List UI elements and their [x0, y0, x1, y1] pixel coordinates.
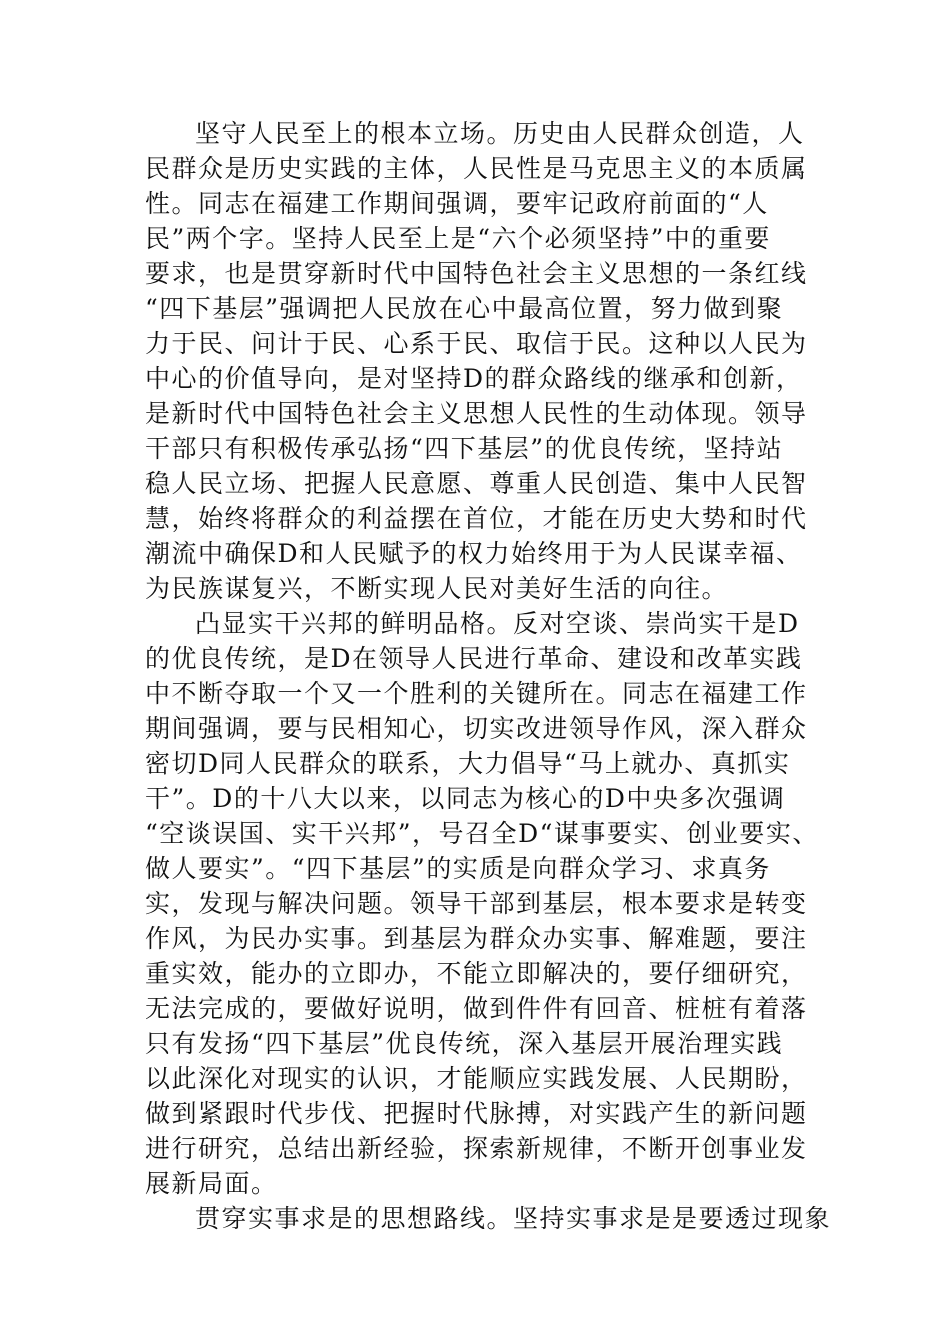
- paragraph-line: 只有发扬“四下基层”优良传统，深入基层开展治理实践: [145, 1029, 784, 1058]
- paragraph-line: 以此深化对现实的认识，才能顺应实践发展、人民期盼，: [145, 1064, 808, 1093]
- paragraph-line: 民群众是历史实践的主体，人民性是马克思主义的本质属: [145, 154, 808, 183]
- paragraph-line: 期间强调，要与民相知心，切实改进领导作风，深入群众: [145, 714, 808, 743]
- paragraph-line: 的优良传统，是D在领导人民进行革命、建设和改革实践: [145, 644, 803, 673]
- paragraph-line: 慧，始终将群众的利益摆在首位，才能在历史大势和时代: [145, 504, 808, 533]
- paragraph-line: 重实效，能办的立即办，不能立即解决的，要仔细研究，: [145, 959, 808, 988]
- paragraph-line: 中不断夺取一个又一个胜利的关键所在。同志在福建工作: [145, 679, 808, 708]
- paragraph-line: 中心的价值导向，是对坚持D的群众路线的继承和创新，: [145, 364, 803, 393]
- paragraph-line: 为民族谋复兴，不断实现人民对美好生活的向往。: [145, 574, 729, 603]
- paragraph-line: 作风，为民办实事。到基层为群众办实事、解难题，要注: [145, 924, 808, 953]
- paragraph-line: 进行研究，总结出新经验，探索新规律，不断开创事业发: [145, 1134, 808, 1163]
- paragraph-line: “四下基层”强调把人民放在心中最高位置，努力做到聚: [145, 294, 784, 323]
- paragraph-line: 是新时代中国特色社会主义思想人民性的生动体现。领导: [145, 399, 808, 428]
- paragraph-line: 干”。D的十八大以来，以同志为核心的D中央多次强调: [145, 784, 786, 813]
- paragraph-line: 贯穿实事求是的思想路线。坚持实事求是是要透过现象: [195, 1204, 832, 1233]
- paragraph-line: 展新局面。: [145, 1169, 278, 1198]
- paragraph-line: “空谈误国、实干兴邦”，号召全D“谋事要实、创业要实、: [145, 819, 819, 848]
- paragraph-line: 做人要实”。“四下基层”的实质是向群众学习、求真务: [145, 854, 771, 883]
- paragraph-line: 民”两个字。坚持人民至上是“六个必须坚持”中的重要: [145, 224, 771, 253]
- body-text: [145, 116, 832, 1236]
- paragraph-line: 性。同志在福建工作期间强调，要牢记政府前面的“人: [145, 189, 769, 218]
- paragraph-line: 做到紧跟时代步伐、把握时代脉搏，对实践产生的新问题: [145, 1099, 808, 1128]
- paragraph-line: 要求，也是贯穿新时代中国特色社会主义思想的一条红线: [145, 259, 808, 288]
- paragraph-line: 力于民、问计于民、心系于民、取信于民。这种以人民为: [145, 329, 808, 358]
- paragraph-line: 密切D同人民群众的联系，大力倡导“马上就办、真抓实: [145, 749, 791, 778]
- paragraph-line: 潮流中确保D和人民赋予的权力始终用于为人民谋幸福、: [145, 539, 803, 568]
- paragraph-line: 坚守人民至上的根本立场。历史由人民群众创造，人: [195, 119, 805, 148]
- paragraph-line: 凸显实干兴邦的鲜明品格。反对空谈、崇尚实干是D: [195, 609, 800, 638]
- paragraph-line: 实，发现与解决问题。领导干部到基层，根本要求是转变: [145, 889, 808, 918]
- paragraph-line: 无法完成的，要做好说明，做到件件有回音、桩桩有着落: [145, 994, 808, 1023]
- paragraph-line: 干部只有积极传承弘扬“四下基层”的优良传统，坚持站: [145, 434, 784, 463]
- paragraph-line: 稳人民立场、把握人民意愿、尊重人民创造、集中人民智: [145, 469, 808, 498]
